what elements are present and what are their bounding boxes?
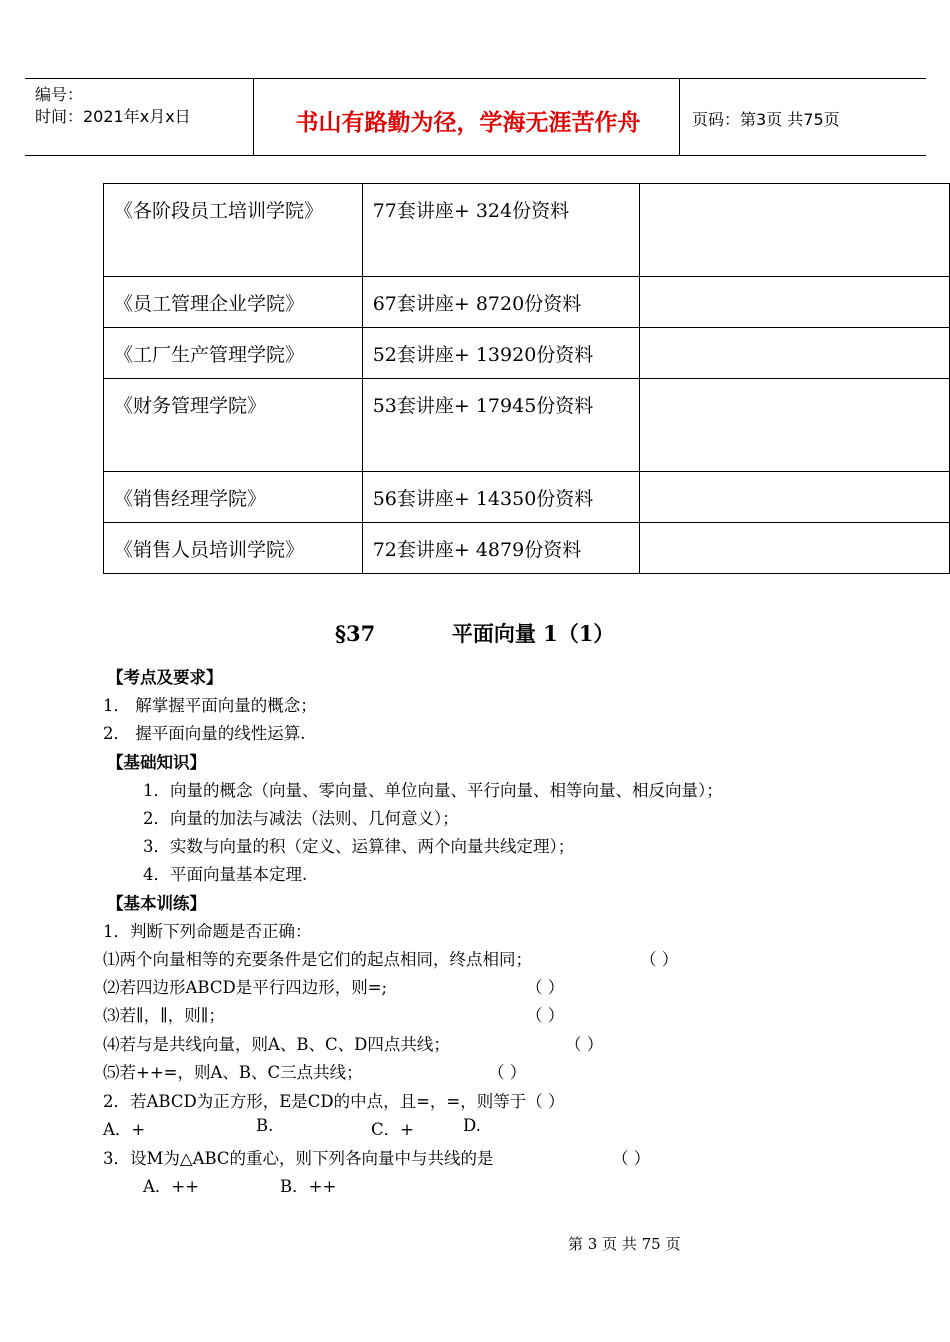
table-cell-extra [640,472,950,523]
text-line: 1．判断下列命题是否正确： [103,922,312,941]
text-line: 3．设M为△ABC的重心，则下列各向量中与共线的是 [103,1149,494,1168]
text-line: ⑸若++=，则A、B、C三点共线； [103,1063,363,1082]
text-line: （ ） [640,950,679,969]
table-row [104,328,950,379]
text-line: B．++ [280,1177,337,1196]
table-row [104,472,950,523]
header-divider [253,78,254,155]
text-line: 2． 握平面向量的线性运算. [103,724,306,743]
table-cell-content: 56套讲座+ 14350份资料 [362,472,640,523]
table-cell-content: 53套讲座+ 17945份资料 [362,379,640,472]
table-cell-name: 《销售经理学院》 [104,472,363,523]
text-line: 1． 解掌握平面向量的概念； [103,696,317,715]
table-cell-name: 《销售人员培训学院》 [104,523,363,574]
text-line: ⑵若四边形ABCD是平行四边形，则=; [103,978,388,997]
table-row [104,523,950,574]
text-line: 1．向量的概念（向量、零向量、单位向量、平行向量、相等向量、相反向量）； [143,781,723,800]
table-cell-content: 72套讲座+ 4879份资料 [362,523,640,574]
header-bottom-rule [25,155,926,156]
table-cell-extra [640,379,950,472]
table-cell-extra [640,184,950,277]
header-motto: 书山有路勤为径，学海无涯苦作舟 [295,110,641,136]
text-line: （ ） [612,1149,651,1168]
header-meta [35,84,191,128]
section-heading: 平面向量 1（1） [451,621,615,646]
text-line: （ ） [488,1063,527,1082]
header-top-rule [25,78,926,79]
text-line: A．++ [143,1177,200,1196]
table-cell-name: 《财务管理学院》 [104,379,363,472]
text-line: ⑶若∥，∥，则∥； [103,1006,225,1025]
section-number: §37 [335,621,376,646]
table-cell-name: 《工厂生产管理学院》 [104,328,363,379]
table-row [104,184,950,277]
table-row [104,379,950,472]
section-heading-label: 【考点及要求】 [107,668,223,687]
table-cell-content: 77套讲座+ 324份资料 [362,184,640,277]
table-cell-content: 52套讲座+ 13920份资料 [362,328,640,379]
table-cell-extra [640,328,950,379]
text-line: 4．平面向量基本定理. [143,865,308,884]
text-line: B. [256,1116,274,1135]
table-cell-extra [640,277,950,328]
table-cell-name: 《员工管理企业学院》 [104,277,363,328]
header-page-info: 页码：第3页 共75页 [692,110,840,129]
text-line: C．+ [371,1120,414,1139]
text-line: 2．若ABCD为正方形，E是CD的中点，且=，=，则等于（ ） [103,1092,565,1111]
table-cell-name: 《各阶段员工培训学院》 [104,184,363,277]
text-line: 2．向量的加法与减法（法则、几何意义）； [143,809,459,828]
page-footer: 第 3 页 共 75 页 [568,1235,681,1253]
text-line: 3．实数与向量的积（定义、运算律、两个向量共线定理）； [143,837,575,856]
section-heading-label: 【基本训练】 [107,894,206,913]
table-cell-content: 67套讲座+ 8720份资料 [362,277,640,328]
text-line: ⑷若与是共线向量，则A、B、C、D四点共线； [103,1035,450,1054]
text-line: ⑴两个向量相等的充要条件是它们的起点相同，终点相同； [103,950,532,969]
text-line: （ ） [526,978,565,997]
header-divider [679,78,680,155]
text-line: （ ） [526,1006,565,1025]
course-table [103,183,950,574]
table-cell-extra [640,523,950,574]
section-heading-label: 【基础知识】 [107,753,206,772]
doc-number-label: 编号： [35,85,84,104]
section-title [335,618,614,648]
text-line: A．+ [103,1120,146,1139]
table-row [104,277,950,328]
doc-time-label: 时间：2021年x月x日 [35,107,191,126]
text-line: D. [463,1116,481,1135]
text-line: （ ） [565,1035,604,1054]
